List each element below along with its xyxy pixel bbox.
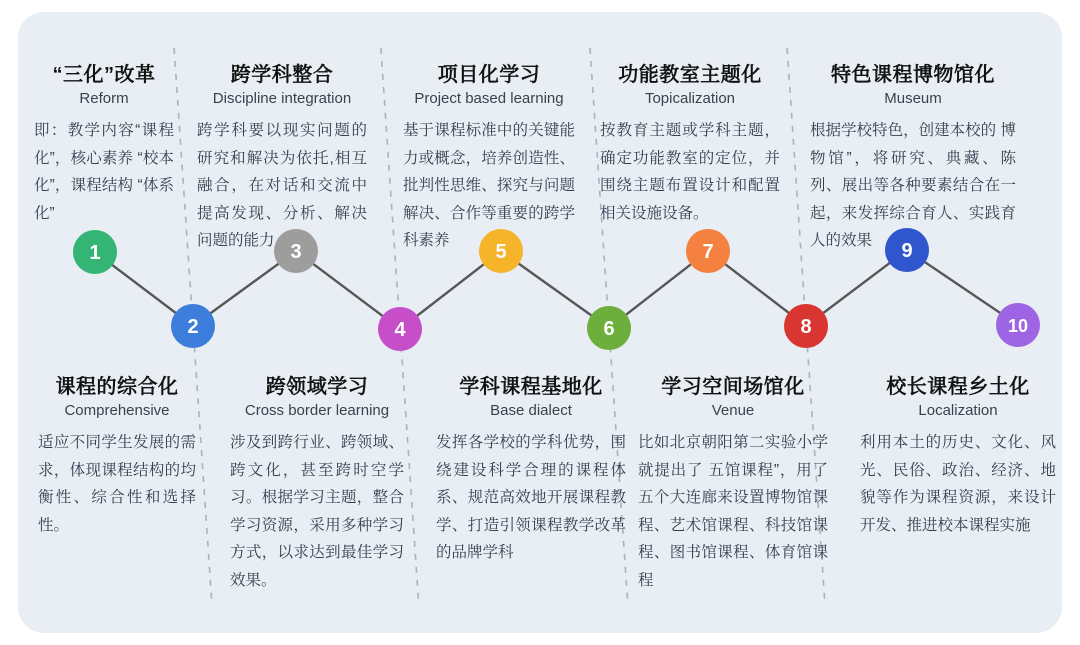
- section-body: 适应不同学生发展的需求，体现课程结构的均衡性、综合性和选择性。: [38, 434, 196, 534]
- step-node-number: 5: [495, 241, 507, 263]
- section-title: 学科课程基地化: [459, 376, 603, 398]
- section-step-5: [403, 58, 575, 255]
- section-subtitle: Localization: [918, 402, 998, 419]
- step-node-number: 6: [603, 318, 615, 340]
- section-title: 特色课程博物馆化: [831, 64, 995, 86]
- step-node-number: 3: [290, 241, 302, 263]
- section-subtitle: Base dialect: [490, 402, 572, 419]
- section-subtitle: Project based learning: [414, 90, 564, 107]
- step-node-number: 2: [187, 316, 199, 338]
- section-step-1: [34, 58, 174, 227]
- section-subtitle: Reform: [79, 90, 129, 107]
- step-node-number: 9: [901, 240, 913, 262]
- section-step-6: [436, 370, 626, 567]
- section-body: 根据学校特色，创建本校的 博物馆”，将研究、典藏、陈列、展出等各种要素结合在一起，来发挥综合育人、实践育人的效果: [810, 122, 1016, 250]
- section-title: 课程的综合化: [55, 376, 179, 398]
- step-node-number: 7: [702, 241, 714, 263]
- section-title: 学习空间场馆化: [661, 376, 805, 398]
- section-body: 涉及到跨行业、跨领域、跨文化，甚至跨时空学习。根据学习主题，整合学习资源，采用多种学习方式，以求达到最佳学习效果。: [230, 434, 404, 589]
- section-title: 功能教室主题化: [618, 64, 762, 86]
- section-body: 基于课程标准中的关键能力或概念，培养创造性、批判性思维、探究与问题解决、合作等重要的跨学科素养: [403, 122, 575, 250]
- section-title: 校长课程乡土化: [886, 376, 1030, 398]
- section-body: 即：教学内容“课程化”，核心素养 “校本化”，课程结构 “体系化”: [34, 122, 174, 222]
- section-body: 按教育主题或学科主题，确定功能教室的定位，并围绕主题布置设计和配置相关设施设备。: [600, 122, 780, 222]
- section-title: “三化”改革: [52, 64, 156, 86]
- section-subtitle: Museum: [884, 90, 942, 107]
- section-body: 发挥各学校的学科优势，围绕建设科学合理的课程体系、规范高效地开展课程教学、打造引领课程教学改革的品牌学科: [436, 434, 626, 562]
- step-node-number: 4: [394, 319, 406, 341]
- section-title: 项目化学习: [437, 64, 541, 86]
- section-step-4: [230, 370, 404, 594]
- section-body: 跨学科要以现实问题的研究和解决为依托,相互融合，在对话和交流中提高发现、分析、解决问题的能力: [197, 122, 367, 250]
- section-step-10: [860, 370, 1056, 539]
- section-subtitle: Topicalization: [644, 90, 736, 107]
- section-step-9: [810, 58, 1016, 255]
- section-subtitle: Discipline integration: [212, 90, 352, 107]
- section-title: 跨领域学习: [265, 376, 369, 398]
- step-node-number: 8: [800, 316, 812, 338]
- section-step-2: [38, 370, 196, 539]
- section-title: 跨学科整合: [230, 64, 334, 86]
- section-body: 比如北京朝阳第二实验小学就提出了 五馆课程”，用了五个大连廊来设置博物馆课程、艺术馆课程、科技馆课程、图书馆课程、体育馆课程: [638, 434, 828, 589]
- section-subtitle: Venue: [711, 402, 755, 419]
- step-node-number: 10: [1007, 316, 1029, 336]
- section-step-7: [600, 58, 780, 227]
- section-subtitle: Comprehensive: [64, 402, 170, 419]
- section-subtitle: Cross border learning: [244, 402, 390, 419]
- section-body: 利用本土的历史、文化、风光、民俗、政治、经济、地貌等作为课程资源，来设计开发、推进校本课程实施: [860, 434, 1056, 534]
- step-node-number: 1: [89, 242, 101, 264]
- section-step-8: [638, 370, 828, 594]
- section-step-3: [197, 58, 367, 255]
